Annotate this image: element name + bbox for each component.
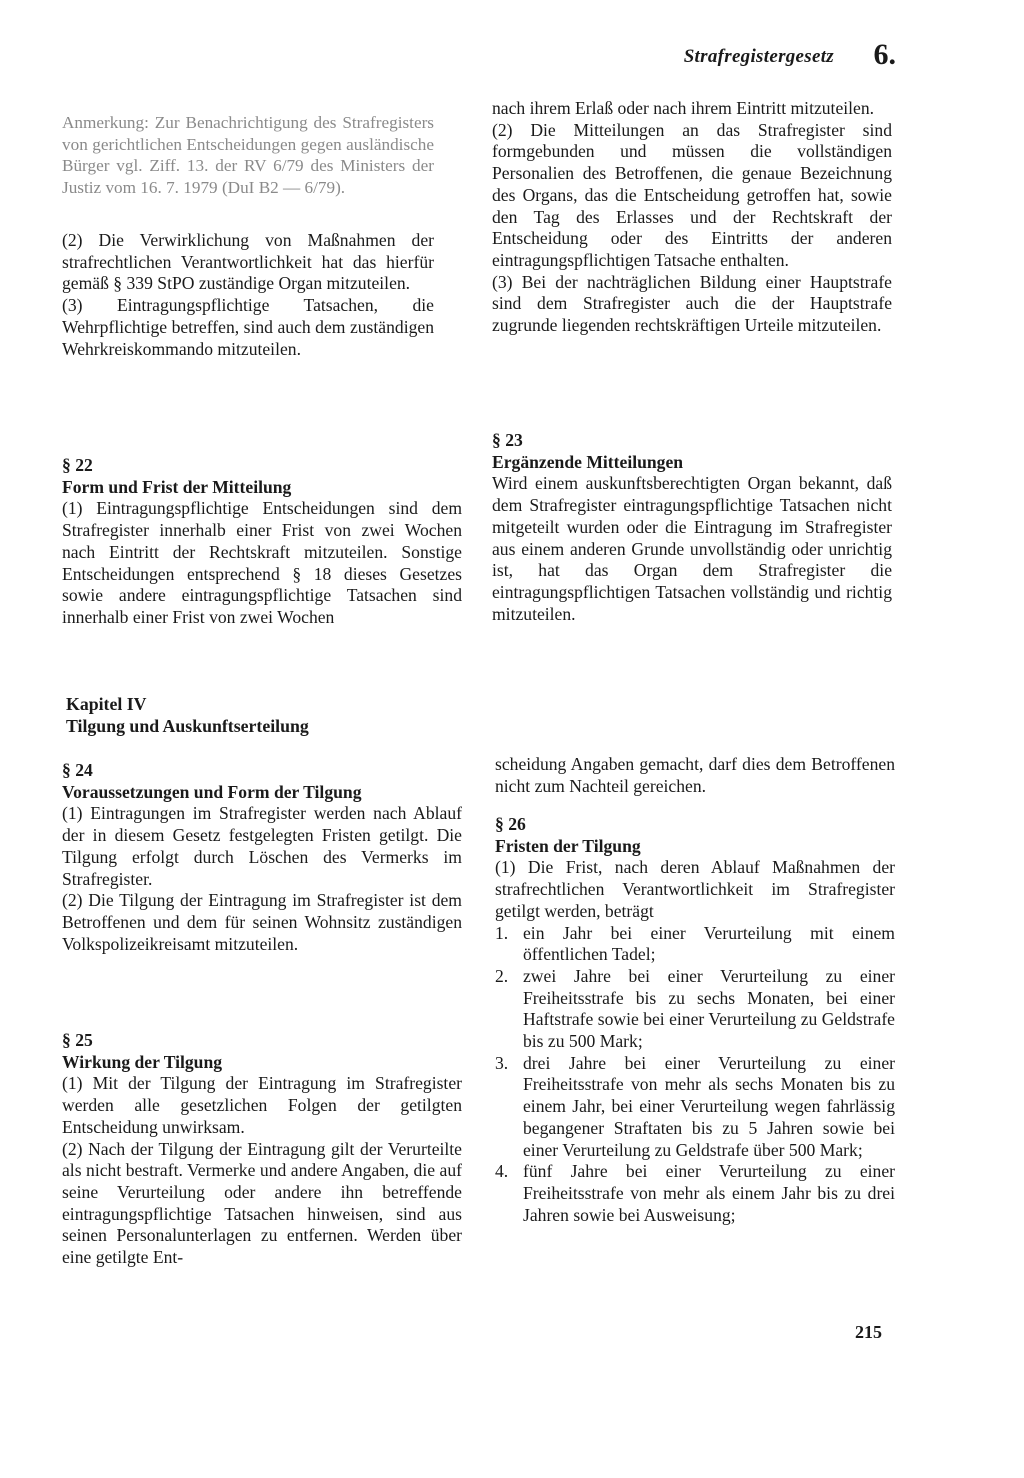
section-title: Form und Frist der Mitteilung xyxy=(62,476,292,497)
section-number: § 25 xyxy=(62,1030,93,1050)
list-text: zwei Jahre bei einer Verurteilung zu einer Freiheitsstrafe bis zu sechs Monaten, bei einer Haftstrafe sowie bei einer Verurteilung zu Geldstrafe bis zu 500 Mark; xyxy=(523,965,895,1052)
paragraph: (2) Die Tilgung der Eintragung im Strafregister ist dem Betroffenen und dem für seinen Wohnsitz zuständigen Volkspolizeikreisamt mitzuteilen. xyxy=(62,890,462,954)
paragraph: (2) Nach der Tilgung der Eintragung gilt der Verurteilte als nicht bestraft. Vermerke und andere Angaben, die auf seine Verurteilung oder andere ihn betreffende eintragungspflichtige Tatsachen hinweisen, sind aus seinen Personalunterlagen zu entfernen. Werden über eine getilgte Ent- xyxy=(62,1138,462,1268)
section-title: Wirkung der Tilgung xyxy=(62,1051,223,1072)
chapter-number: 6. xyxy=(873,38,896,71)
running-title: Strafregistergesetz xyxy=(683,46,834,67)
list-text: drei Jahre bei einer Verurteilung zu einer Freiheitsstrafe von mehr als sechs Monaten bis zu einem Jahr, bei einer Verurteilung wegen fahrlässig begangener Straftaten bis zu 5 Jahren sowie bei einer Verurteilung zu Geldstrafe über 500 Mark; xyxy=(523,1052,895,1160)
section-25 xyxy=(62,1030,462,1269)
list-number: 4. xyxy=(495,1161,509,1182)
paragraph: nach ihrem Erlaß oder nach ihrem Eintritt mitzuteilen. xyxy=(492,98,875,118)
deadline-list xyxy=(495,923,895,1227)
section-number: § 26 xyxy=(495,814,526,834)
section-26 xyxy=(495,814,895,1226)
section-24 xyxy=(62,760,462,955)
section-number: § 24 xyxy=(62,760,93,780)
section-number: § 22 xyxy=(62,455,93,475)
list-item xyxy=(495,966,895,1053)
list-number: 2. xyxy=(495,965,509,986)
page-number: 215 xyxy=(855,1322,882,1342)
right-top-block xyxy=(492,98,892,337)
paragraph: (3) Eintragungspflichtige Tatsachen, die Wehrpflichtige betreffen, sind auch dem zuständigen Wehrkreiskommando mitzuteilen. xyxy=(62,295,434,359)
paragraph: Wird einem auskunftsberechtigten Organ bekannt, daß dem Strafregister eintragungspflichtige Tatsachen nicht mitgeteilt wurden oder die Eintragung im Strafregister aus einem anderen Grunde unvollständig oder unrichtig ist, hat das Organ dem Strafregister die eintragungspflichtigen Tatsachen vollständig und richtig mitzuteilen. xyxy=(492,473,892,624)
paragraph: (2) Die Mitteilungen an das Strafregister sind formgebunden und müssen die vollständigen Personalien des Betroffenen, die genaue Bezeichnung des Organs, das die Entscheidung getroffen hat, sowie den Tag des Erlasses und der Rechtskraft der Entscheidung oder des Eintritts der anderen eintragungspflichtigen Tatsache enthalten. xyxy=(492,119,892,270)
section-number: § 23 xyxy=(492,430,523,450)
chapter-heading xyxy=(66,694,466,737)
paragraph: (1) Die Frist, nach deren Ablauf Maßnahmen der strafrechtlichen Verantwortlichkeit im Strafregister getilgt werden, beträgt xyxy=(495,857,895,921)
paragraph: (1) Eintragungen im Strafregister werden nach Ablauf der in diesem Gesetz festgelegten Fristen getilgt. Die Tilgung erfolgt durch Löschen des Vermerks im Strafregister. xyxy=(62,803,462,889)
list-number: 1. xyxy=(495,922,509,943)
section-title: Fristen der Tilgung xyxy=(495,835,641,856)
list-item xyxy=(495,1053,895,1162)
paragraph: (1) Eintragungspflichtige Entscheidungen sind dem Strafregister innerhalb einer Frist von zwei Wochen nach Eintritt der Rechtskraft mitzuteilen. Sonstige Entscheidungen entsprechend § 18 dieses Gesetzes sowie andere eintragungspflichtige Tatsachen sind innerhalb einer Frist von zwei Wochen xyxy=(62,498,462,627)
list-text: fünf Jahre bei einer Verurteilung zu einer Freiheitsstrafe von mehr als einem Jahr bis zu drei Jahren sowie bei Ausweisung; xyxy=(523,1161,895,1225)
right-bottom-block xyxy=(495,754,895,797)
chapter-title: Tilgung und Auskunftserteilung xyxy=(66,715,309,736)
paragraph: (1) Mit der Tilgung der Eintragung im Strafregister werden alle gesetzlichen Folgen der getilgten Entscheidung unwirksam. xyxy=(62,1073,462,1137)
paragraph: scheidung Angaben gemacht, darf dies dem Betroffenen nicht zum Nachteil gereichen. xyxy=(495,754,895,796)
paragraph: (2) Die Verwirklichung von Maßnahmen der strafrechtlichen Verantwortlichkeit hat das hierfür gemäß § 339 StPO zuständige Organ mitzuteilen. xyxy=(62,230,434,294)
list-item xyxy=(495,1161,895,1226)
note-text: Anmerkung: Zur Benachrichtigung des Strafregisters von gerichtlichen Entscheidungen gegen ausländische Bürger vgl. Ziff. 13. der RV 6/79 des Ministers der Justiz vom 16. 7. 1979 (DuI B2 — 6/79). xyxy=(62,113,434,197)
section-title: Voraussetzungen und Form der Tilgung xyxy=(62,781,362,802)
section-title: Ergänzende Mitteilungen xyxy=(492,451,684,472)
paragraph: (3) Bei der nachträglichen Bildung einer Hauptstrafe sind dem Strafregister auch die der Hauptstrafe zugrunde liegenden rechtskräftigen Urteile mitzuteilen. xyxy=(492,271,892,336)
chapter-label: Kapitel IV xyxy=(66,694,147,714)
section-23 xyxy=(492,430,892,625)
section-22 xyxy=(62,455,462,629)
list-text: ein Jahr bei einer Verurteilung mit einem öffentlichen Tadel; xyxy=(523,922,895,965)
list-item xyxy=(495,923,895,966)
left-top-block xyxy=(62,112,434,360)
list-number: 3. xyxy=(495,1052,509,1073)
